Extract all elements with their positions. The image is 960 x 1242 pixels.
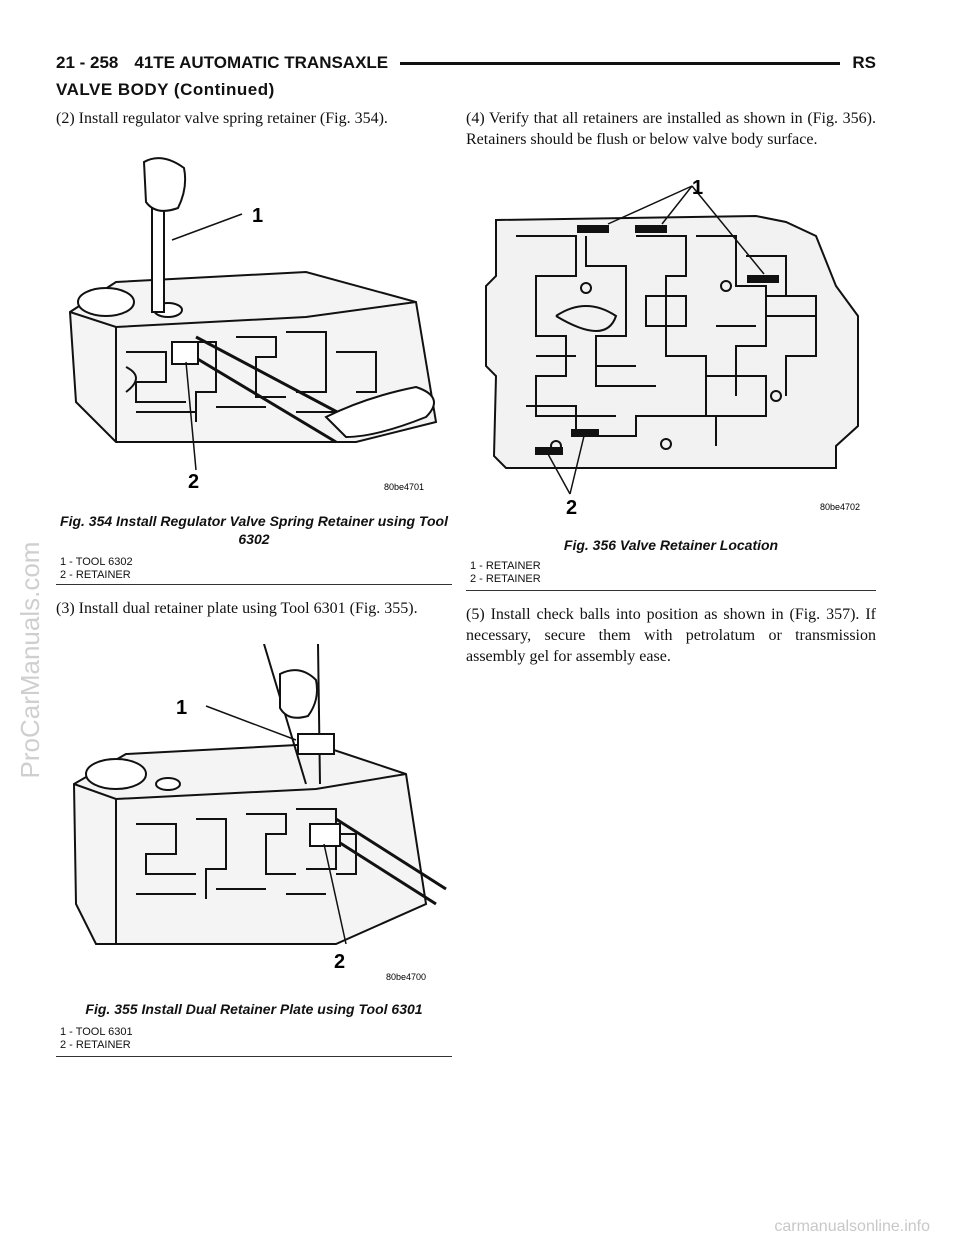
fig355-separator xyxy=(56,1056,452,1057)
fig354-caption: Fig. 354 Install Regulator Valve Spring Retainer using Tool 6302 xyxy=(60,513,448,547)
fig355-code: 80be4700 xyxy=(386,972,427,982)
fig354-callout-2: 2 xyxy=(188,471,200,493)
header-rule xyxy=(400,62,840,65)
fig354-legend xyxy=(60,556,450,582)
fig355-callout-2: 2 xyxy=(334,951,346,973)
fig354-callout-1: 1 xyxy=(252,205,264,227)
step-2-text: (2) Install regulator valve spring retainer (Fig. 354). xyxy=(56,110,388,127)
side-watermark: ProCarManuals.com xyxy=(15,541,45,779)
fig356-legend-item-2: 2 - RETAINER xyxy=(470,573,541,585)
figure-355-illustration xyxy=(56,644,452,990)
step-5-text: (5) Install check balls into position as shown in (Fig. 357). If necessary, secure them with petrolatum or transmission assembly gel for assembly ease. xyxy=(466,606,876,665)
fig355-legend-item-1: 1 - TOOL 6301 xyxy=(60,1026,133,1038)
fig354-legend-item-2: 2 - RETAINER xyxy=(60,569,131,581)
fig356-caption: Fig. 356 Valve Retainer Location xyxy=(563,537,779,553)
fig354-code: 80be4701 xyxy=(384,482,425,492)
fig356-callout-2: 2 xyxy=(566,497,578,519)
fig356-callout-1: 1 xyxy=(692,177,704,199)
figure-354-illustration xyxy=(56,152,452,502)
model-code: RS xyxy=(852,53,876,72)
fig355-callout-1: 1 xyxy=(176,697,188,719)
step-4-text: (4) Verify that all retainers are installed as shown in (Fig. 356). Retainers should be flush or below valve body surface. xyxy=(466,110,876,148)
page-number: 21 - 258 xyxy=(56,53,119,72)
figure-354 xyxy=(56,152,452,502)
fig355-caption: Fig. 355 Install Dual Retainer Plate using Tool 6301 xyxy=(85,1001,423,1017)
fig356-code: 80be4702 xyxy=(820,502,861,512)
fig356-legend xyxy=(470,560,874,586)
fig354-legend-item-1: 1 - TOOL 6302 xyxy=(60,556,133,568)
figure-356 xyxy=(466,176,876,524)
fig356-separator xyxy=(466,590,876,591)
bottom-watermark: carmanualsonline.info xyxy=(774,1218,930,1235)
page-header xyxy=(56,48,876,78)
fig354-separator xyxy=(56,584,452,585)
chapter-title: 41TE AUTOMATIC TRANSAXLE xyxy=(134,53,389,72)
section-title: VALVE BODY (Continued) xyxy=(56,80,275,99)
figure-355 xyxy=(56,644,452,990)
figure-356-illustration xyxy=(466,176,876,524)
fig355-legend-item-2: 2 - RETAINER xyxy=(60,1039,131,1051)
step-3-text: (3) Install dual retainer plate using Tool 6301 (Fig. 355). xyxy=(56,600,418,617)
fig355-legend xyxy=(60,1026,450,1052)
fig356-legend-item-1: 1 - RETAINER xyxy=(470,560,541,572)
